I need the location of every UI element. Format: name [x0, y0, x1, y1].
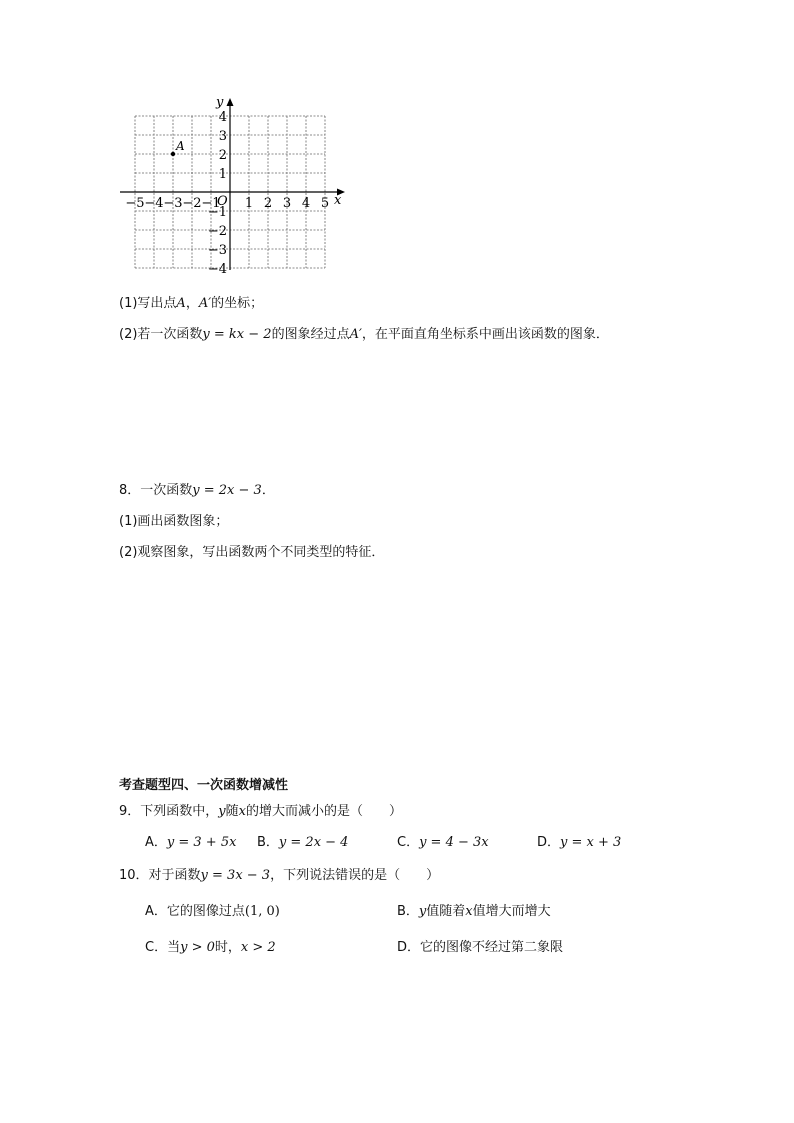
- point-a-prime-symbol: A′: [349, 327, 362, 342]
- option-letter: A．: [145, 835, 167, 850]
- y-axis-label: y: [216, 95, 224, 110]
- option-letter: C．: [145, 940, 168, 955]
- x-axis-label: x: [334, 193, 342, 208]
- origin-label: O: [217, 194, 228, 209]
- x-tick-label: −4: [144, 196, 164, 211]
- option-letter: A．: [145, 904, 167, 919]
- variable-y: y: [418, 904, 427, 919]
- option-text: 它的图像过点: [166, 904, 245, 919]
- condition-x: x > 2: [240, 940, 276, 955]
- q8-stem: [119, 479, 275, 498]
- option-text: 值随着: [426, 904, 466, 919]
- x-tick-label: −2: [182, 196, 202, 211]
- x-tick-label: 2: [263, 196, 273, 211]
- point-a-prime-symbol: A′: [198, 296, 212, 311]
- option-text: 值增大而增大: [472, 904, 551, 919]
- y-tick-label: 3: [218, 129, 227, 144]
- option-text: 时，: [214, 940, 241, 955]
- y-tick-label: −4: [207, 262, 227, 277]
- q10-option-b: [397, 900, 551, 919]
- q10-stem: [119, 864, 439, 883]
- section-heading: 考查题型四、一次函数增减性: [119, 778, 289, 793]
- x-tick-label: −1: [201, 196, 221, 211]
- q10-stem-suffix: ，下列说法错误的是（ ）: [270, 868, 440, 883]
- separator: ，: [185, 296, 199, 311]
- option-letter: C．: [397, 835, 420, 850]
- option-letter: D．: [397, 940, 421, 955]
- q7-part2-suffix: ，在平面直角坐标系中画出该函数的图象．: [361, 327, 609, 342]
- condition-y: y > 0: [180, 940, 215, 955]
- q8-part1: (1)画出函数图象；: [119, 514, 229, 529]
- q9-stem-prefix: 9．下列函数中，: [119, 804, 219, 819]
- q9-option-b: [257, 831, 348, 850]
- y-tick-label: 2: [218, 148, 227, 163]
- q7-part1-prefix: (1)写出点: [119, 296, 177, 311]
- q7-part1-suffix: 的坐标；: [211, 296, 264, 311]
- option-letter: B．: [257, 835, 279, 850]
- option-point: (1, 0): [244, 904, 280, 919]
- q9-option-c: [397, 831, 489, 850]
- q9-option-a: [145, 831, 236, 850]
- point-a-symbol: A: [176, 296, 186, 311]
- option-text: 它的图像不经过第二象限: [420, 940, 564, 955]
- y-tick-label: −2: [207, 224, 227, 239]
- q10-stem-prefix: 10．对于函数: [119, 868, 201, 883]
- x-tick-label: −5: [125, 196, 145, 211]
- variable-x: x: [465, 904, 473, 919]
- q7-part1: [119, 292, 263, 311]
- variable-y: y: [218, 804, 226, 819]
- option-letter: D．: [537, 835, 561, 850]
- q8-stem-prefix: 8．一次函数: [119, 483, 193, 498]
- q7-part2: [119, 323, 609, 342]
- option-letter: B．: [397, 904, 419, 919]
- y-axis: [227, 98, 234, 270]
- q9-stem: [119, 800, 402, 819]
- option-formula: y = 3 + 5x: [166, 835, 237, 850]
- q9-stem-suffix: 的增大而减小的是（ ）: [246, 804, 403, 819]
- option-formula: y = x + 3: [560, 835, 622, 850]
- q10-option-c: [145, 936, 276, 955]
- q10-option-d: [397, 936, 563, 955]
- x-tick-label: 3: [282, 196, 292, 211]
- point-a-marker: [171, 152, 175, 156]
- q8-stem-suffix: ．: [261, 483, 275, 498]
- y-tick-label: −3: [207, 243, 227, 258]
- x-tick-label: 4: [301, 196, 311, 211]
- option-text: 当: [167, 940, 181, 955]
- coordinate-grid-figure: [115, 92, 355, 282]
- q8-formula: y = 2x − 3: [192, 483, 262, 498]
- q9-stem-mid: 随: [225, 804, 239, 819]
- y-tick-label: 4: [218, 110, 227, 125]
- x-tick-label: 5: [320, 196, 330, 211]
- option-formula: y = 4 − 3x: [419, 835, 489, 850]
- variable-x: x: [238, 804, 246, 819]
- y-tick-label: 1: [218, 167, 227, 182]
- q8-part2: (2)观察图象，写出函数两个不同类型的特征．: [119, 545, 385, 560]
- q9-option-d: [537, 831, 621, 850]
- q7-formula: y = kx − 2: [202, 327, 272, 342]
- point-a-label: A: [176, 139, 185, 153]
- x-tick-label: 1: [244, 196, 254, 211]
- q10-option-a: [145, 900, 280, 919]
- q7-part2-mid: 的图象经过点: [271, 327, 350, 342]
- option-formula: y = 2x − 4: [278, 835, 349, 850]
- y-tick-label: −1: [207, 205, 227, 220]
- q10-formula: y = 3x − 3: [200, 868, 271, 883]
- q7-part2-prefix: (2)若一次函数: [119, 327, 203, 342]
- x-tick-label: −3: [163, 196, 183, 211]
